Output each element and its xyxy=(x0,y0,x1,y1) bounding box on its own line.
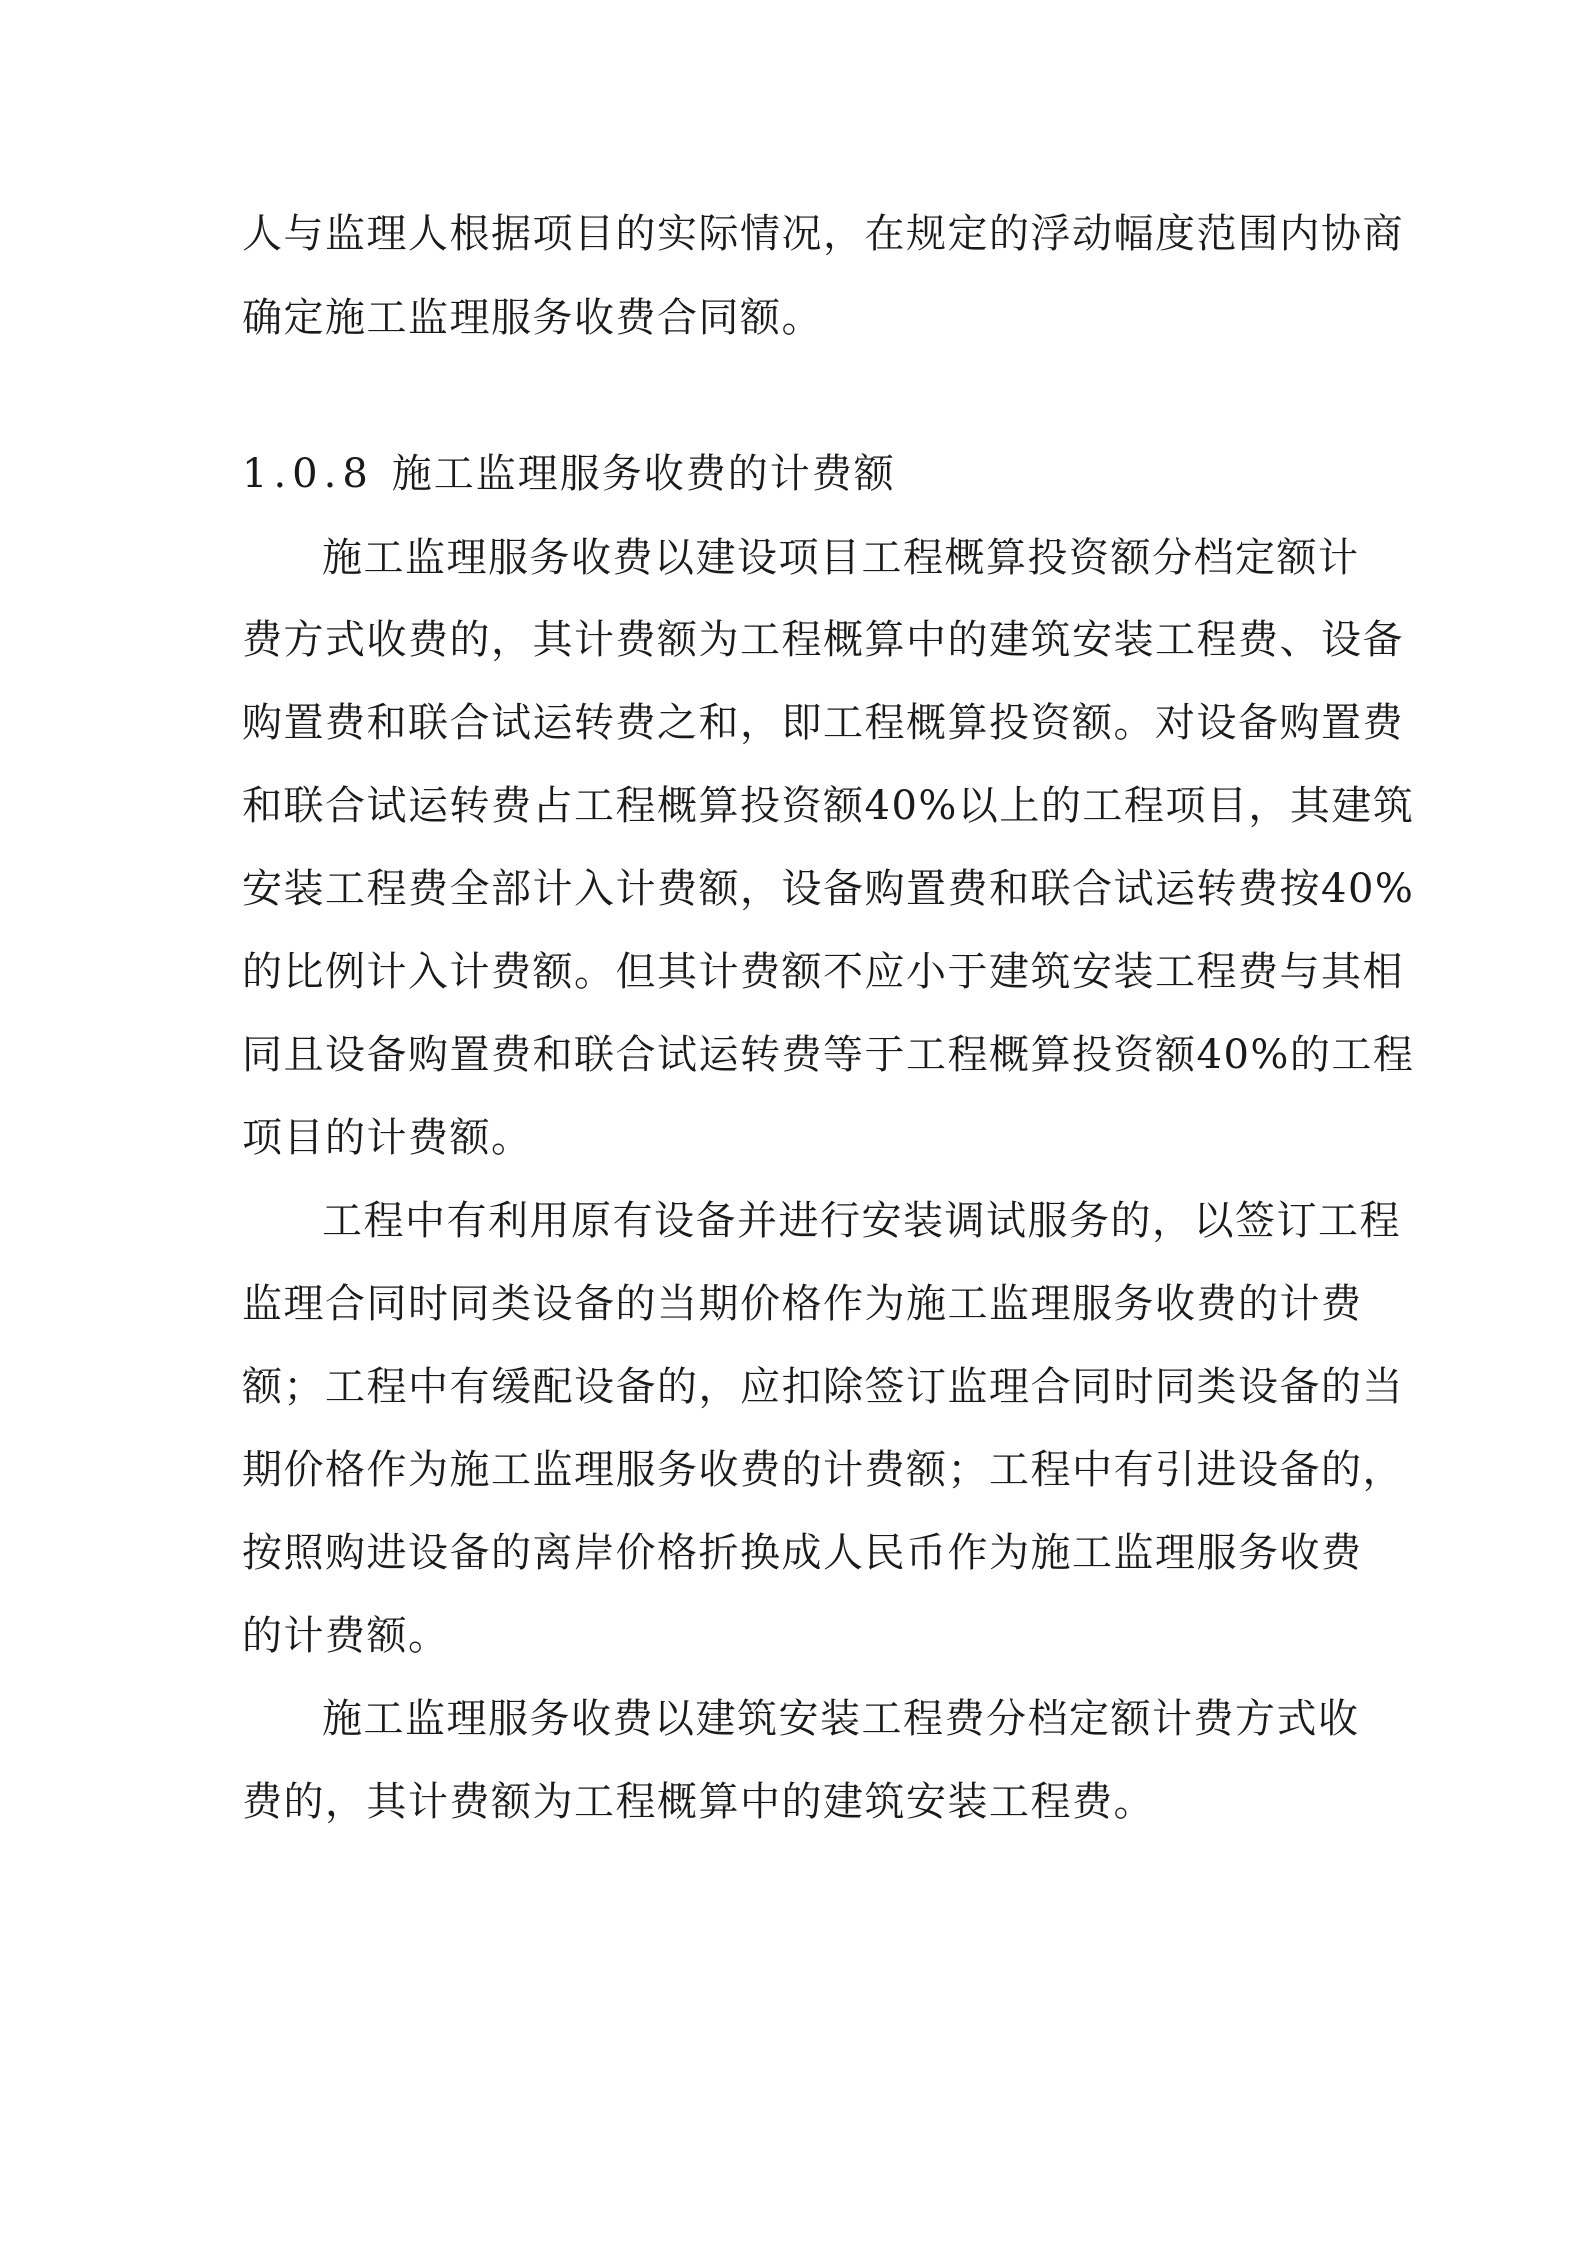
paragraph-1-line-6: 的比例计入计费额。但其计费额不应小于建筑安装工程费与其相 xyxy=(242,949,1404,995)
section-heading xyxy=(242,446,896,502)
paragraph-3-line-2: 费的，其计费额为工程概算中的建筑安装工程费。 xyxy=(242,1779,1155,1825)
paragraph-1-line-5: 安装工程费全部计入计费额，设备购置费和联合试运转费按40% xyxy=(242,866,1415,912)
paragraph-1-line-2: 费方式收费的，其计费额为工程概算中的建筑安装工程费、设备 xyxy=(242,617,1404,663)
paragraph-2-line-6: 的计费额。 xyxy=(242,1613,450,1659)
paragraph-1-line-8: 项目的计费额。 xyxy=(242,1115,533,1161)
paragraph-2-line-3: 额；工程中有缓配设备的，应扣除签订监理合同时同类设备的当 xyxy=(242,1364,1404,1410)
paragraph-2-line-5: 按照购进设备的离岸价格折换成人民币作为施工监理服务收费 xyxy=(242,1530,1363,1576)
paragraph-2-line-2: 监理合同时同类设备的当期价格作为施工监理服务收费的计费 xyxy=(242,1281,1363,1327)
paragraph-3-line-1: 施工监理服务收费以建筑安装工程费分档定额计费方式收 xyxy=(322,1696,1360,1742)
section-number: 1.0.8 xyxy=(242,451,374,497)
section-title: 施工监理服务收费的计费额 xyxy=(391,451,896,497)
paragraph-2-line-1: 工程中有利用原有设备并进行安装调试服务的，以签订工程 xyxy=(322,1198,1401,1244)
paragraph-1-line-7: 同且设备购置费和联合试运转费等于工程概算投资额40%的工程 xyxy=(242,1032,1415,1078)
paragraph-1-line-3: 购置费和联合试运转费之和，即工程概算投资额。对设备购置费 xyxy=(242,700,1404,746)
paragraph-1-line-4: 和联合试运转费占工程概算投资额40%以上的工程项目，其建筑 xyxy=(242,783,1415,829)
intro-line-2: 确定施工监理服务收费合同额。 xyxy=(242,295,823,341)
intro-line-1: 人与监理人根据项目的实际情况，在规定的浮动幅度范围内协商 xyxy=(242,211,1404,257)
paragraph-2-line-4: 期价格作为施工监理服务收费的计费额；工程中有引进设备的， xyxy=(242,1447,1404,1493)
paragraph-1-line-1: 施工监理服务收费以建设项目工程概算投资额分档定额计 xyxy=(322,535,1360,581)
